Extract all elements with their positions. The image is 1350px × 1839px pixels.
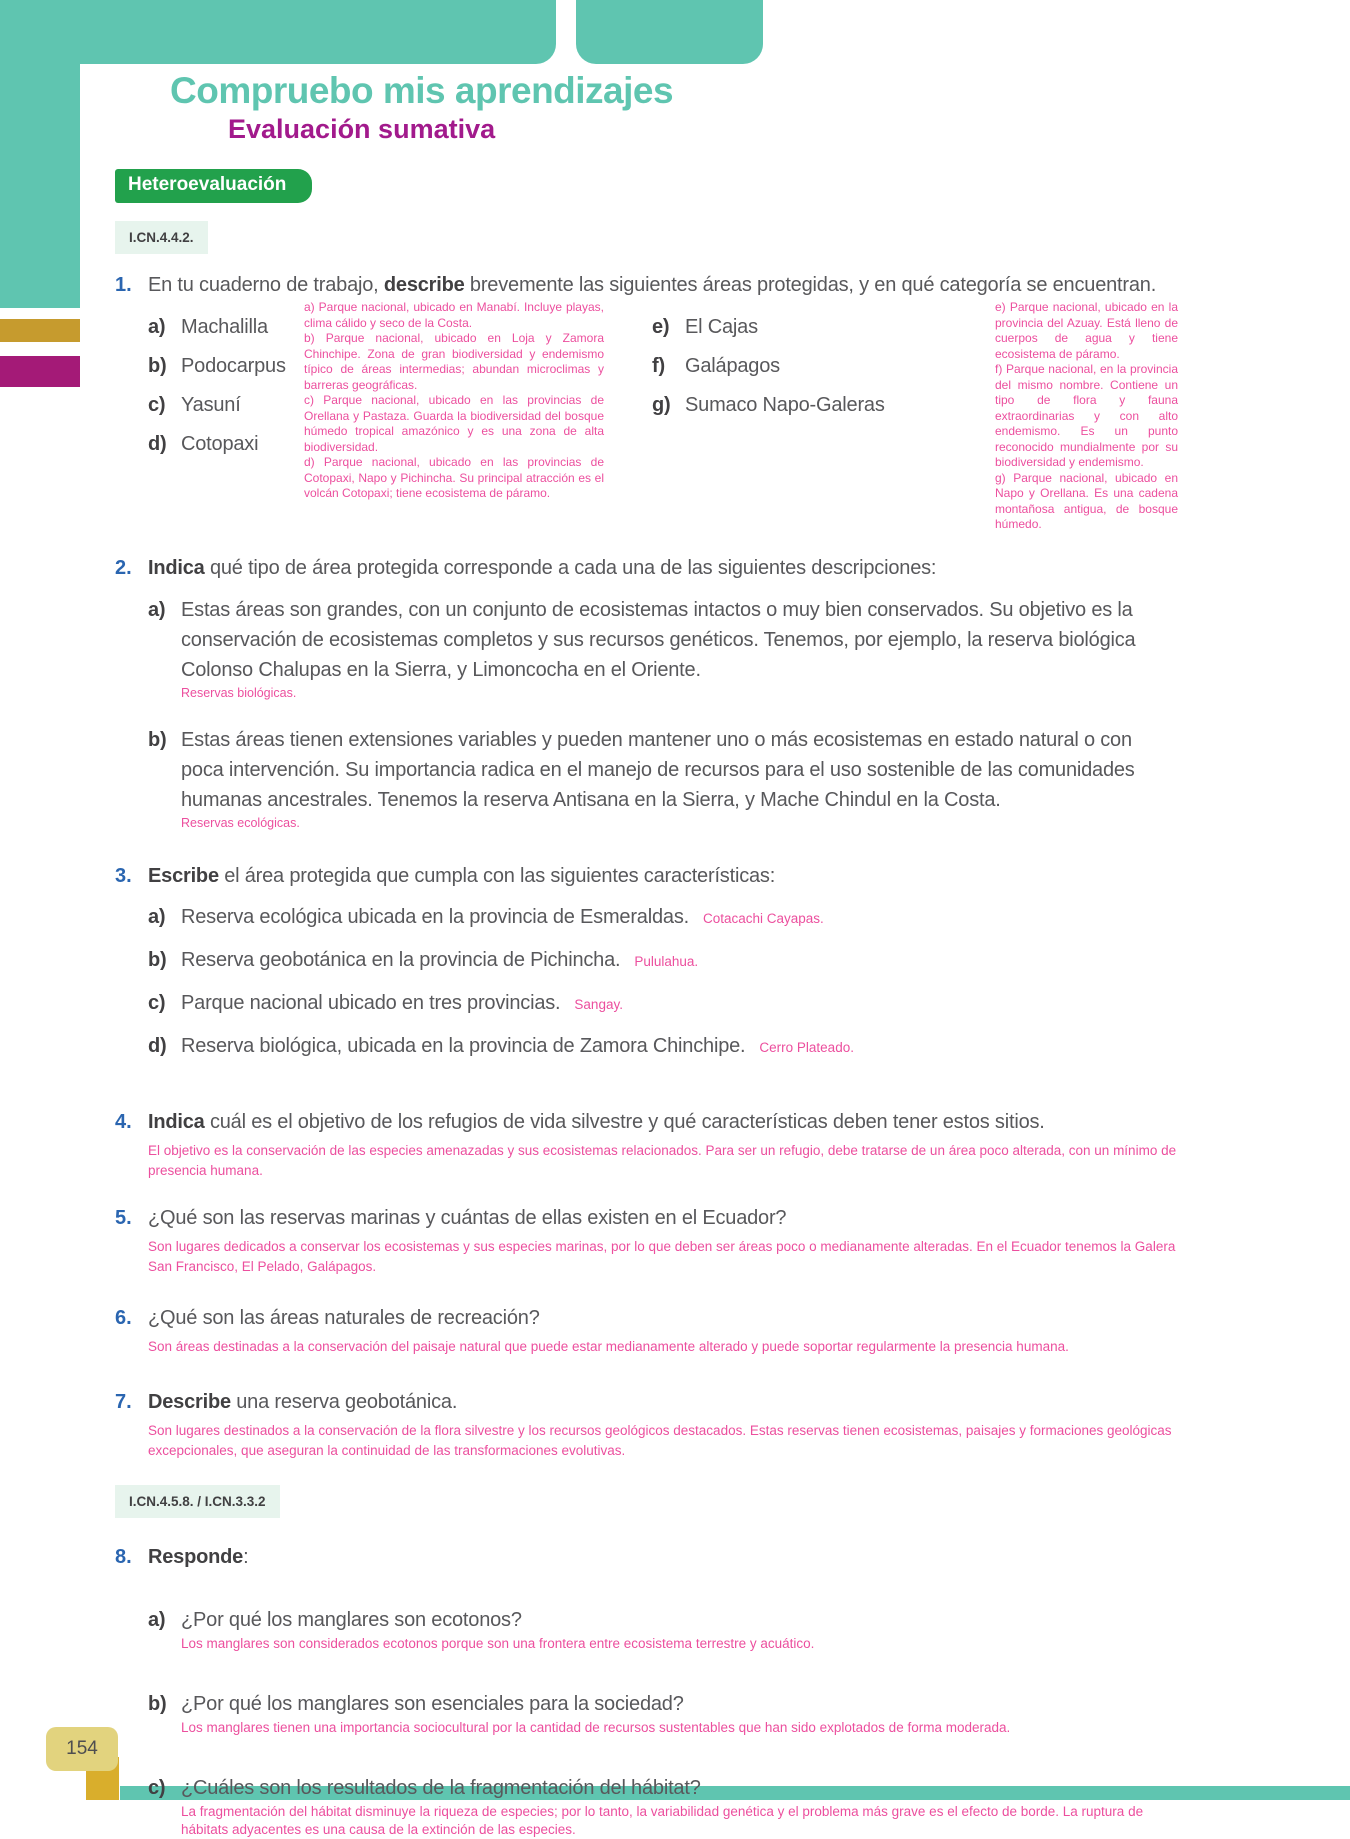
handwritten-answer: Sangay.: [574, 996, 623, 1012]
item-text: ¿Por qué los manglares son ecotonos?: [181, 1608, 522, 1631]
handwritten-answer: Los manglares son considerados ecotonos porque son una frontera entre ecosistema terrestre y acuático.: [181, 1635, 815, 1651]
question-4-number: 4.: [115, 1110, 132, 1133]
option-c: c) Yasuní: [148, 394, 241, 416]
handwritten-answer: Reservas biológicas.: [181, 685, 297, 700]
handwritten-answer: Pululahua.: [634, 953, 699, 969]
answer-note: d) Parque nacional, ubicado en las provincias de Cotopaxi, Napo y Pichincha. Su principal atracción es el volcán Cotopaxi; tiene ecosistema de páramo.: [304, 455, 604, 500]
option-b: b) Podocarpus: [148, 355, 286, 377]
option-e: e) El Cajas: [652, 316, 758, 338]
question-6-number: 6.: [115, 1306, 132, 1329]
question-3-item-d: d) Reserva biológica, ubicada en la provincia de Zamora Chinchipe. Cerro Plateado.: [148, 1034, 854, 1057]
page-number: 154: [66, 1738, 98, 1759]
handwritten-answer: La fragmentación del hábitat disminuye la riqueza de especies; por lo tanto, la variabilidad genética y el problema más grave es el efecto de borde. La ruptura de hábitats adyacentes es una causa de la extinción de las especies.: [181, 1803, 1144, 1837]
option-a: a) Machalilla: [148, 316, 268, 338]
question-5-number: 5.: [115, 1206, 132, 1229]
item-text: ¿Cuáles son los resultados de la fragmentación del hábitat?: [181, 1776, 701, 1799]
question-4: [115, 1107, 1178, 1181]
question-8-text: Responde:: [148, 1545, 249, 1568]
options-column-right: [652, 312, 982, 429]
answer-note: e) Parque nacional, ubicado en la provincia del Azuay. Está lleno de cuerpos de agua y tiene ecosistema de páramo.: [995, 300, 1178, 361]
item-text: ¿Por qué los manglares son esenciales para la sociedad?: [181, 1692, 684, 1715]
handwritten-answer: Son lugares destinados a la conservación de la flora silvestre y los recursos geológicos destacados. Estas reservas tienen ecosistemas, paisajes y formaciones geológicas excepcionales, que aseguran la continuidad de las transformaciones evolutivas.: [148, 1422, 1172, 1458]
question-6-text: ¿Qué son las áreas naturales de recreación?: [148, 1306, 540, 1329]
answer-note: c) Parque nacional, ubicado en las provincias de Orellana y Pastaza. Guarda la biodiversidad del bosque húmedo tropical amazónico y es una zona de alta biodiversidad.: [304, 393, 604, 454]
handwritten-answer: Reservas ecológicas.: [181, 815, 300, 830]
item-text: Estas áreas tienen extensiones variables y pueden mantener uno o más ecosistemas en estado natural o con poca intervención. Su importancia radica en el manejo de recursos para el uso sostenible de las comunidades humanas ancestrales. Tenemos la reserva Antisana en la Sierra, y Mache Chindul en la Costa.: [181, 728, 1135, 811]
question-6: [115, 1303, 1178, 1357]
handwritten-answer: Son áreas destinadas a la conservación del paisaje natural que puede estar medianamente alterado y puede soportar regularmente la presencia humana.: [148, 1338, 1069, 1354]
question-8-item-a: a) ¿Por qué los manglares son ecotonos? Los manglares son considerados ecotonos porque son una frontera entre ecosistema terrestre y acuático.: [148, 1605, 1178, 1653]
handwritten-answer: Cerro Plateado.: [759, 1039, 854, 1055]
criterion-label-1: I.CN.4.4.2.: [115, 221, 208, 254]
answers-column-middle: [304, 300, 604, 502]
question-3-item-c: c) Parque nacional ubicado en tres provincias. Sangay.: [148, 991, 623, 1014]
question-8-item-b: b) ¿Por qué los manglares son esenciales para la sociedad? Los manglares tienen una importancia sociocultural por la cantidad de recursos sustentables que han sido explotados de forma moderada.: [148, 1689, 1178, 1737]
page-subtitle: Evaluación sumativa: [228, 114, 496, 144]
question-2: [115, 553, 1178, 831]
question-1-text: En tu cuaderno de trabajo, describe brevemente las siguientes áreas protegidas, y en qué categoría se encuentran.: [148, 274, 1157, 296]
question-7-number: 7.: [115, 1390, 132, 1413]
question-3-number: 3.: [115, 864, 132, 887]
handwritten-answer: Son lugares dedicados a conservar los ecosistemas y sus especies marinas, por lo que deben ser áreas poco o medianamente alteradas. En el Ecuador tenemos la Galera San Francisco, El Pelado, Galápagos.: [148, 1238, 1176, 1274]
question-4-text: Indica cuál es el objetivo de los refugios de vida silvestre y qué características deben tener estos sitios.: [148, 1110, 1045, 1133]
question-3-item-a: a) Reserva ecológica ubicada en la provincia de Esmeraldas. Cotacachi Cayapas.: [148, 905, 824, 928]
answer-note: g) Parque nacional, ubicado en Napo y Orellana. Es una cadena montañosa antigua, de bosque húmedo.: [995, 470, 1178, 531]
item-text: Reserva geobotánica en la provincia de Pichincha.: [181, 948, 621, 971]
question-1: [115, 270, 1178, 533]
question-3: [115, 861, 1178, 1063]
heteroevaluacion-badge: Heteroevaluación: [115, 169, 312, 203]
answer-note: f) Parque nacional, en la provincia del mismo nombre. Contiene un tipo de flora y fauna extraordinarias y con alto endemismo. Es un punto reconocido mundialmente por su biodiversidad y endemismo.: [995, 362, 1178, 469]
handwritten-answer: El objetivo es la conservación de las especies amenazadas y sus ecosistemas relacionados. Para ser un refugio, debe tratarse de un área poco alterada, con un mínimo de presencia humana.: [148, 1142, 1177, 1178]
question-5: [115, 1203, 1178, 1277]
question-1-options: [148, 300, 1178, 533]
question-2-number: 2.: [115, 556, 132, 579]
answer-note: b) Parque nacional, ubicado en Loja y Zamora Chinchipe. Zona de gran biodiversidad y endemismo típico de áreas intermedias; abundan microclimas y barreras geográficas.: [304, 331, 604, 392]
item-text: Reserva ecológica ubicada en la provincia de Esmeraldas.: [181, 905, 689, 928]
question-8: [115, 1542, 1178, 1839]
question-7: [115, 1387, 1178, 1461]
answers-column-right: [995, 300, 1178, 533]
question-1-number: 1.: [115, 274, 132, 296]
criterion-label-2: I.CN.4.5.8. / I.CN.3.3.2: [115, 1485, 280, 1518]
question-2-text: Indica qué tipo de área protegida corresponde a cada una de las siguientes descripciones:: [148, 556, 937, 579]
question-2-item-b: b) Estas áreas tienen extensiones variables y pueden mantener uno o más ecosistemas en estado natural o con poca intervención. Su importancia radica en el manejo de recursos para el uso sostenible de las comunidades humanas ancestrales. Tenemos la reserva Antisana en la Sierra, y Mache Chindul en la Costa. Reservas ecológicas.: [148, 725, 1178, 831]
item-text: Reserva biológica, ubicada en la provincia de Zamora Chinchipe.: [181, 1034, 746, 1057]
question-5-text: ¿Qué son las reservas marinas y cuántas de ellas existen en el Ecuador?: [148, 1206, 787, 1229]
option-d: d) Cotopaxi: [148, 433, 259, 455]
answer-note: a) Parque nacional, ubicado en Manabí. Incluye playas, clima cálido y seco de la Costa.: [304, 300, 604, 330]
question-8-number: 8.: [115, 1545, 132, 1568]
handwritten-answer: Los manglares tienen una importancia sociocultural por la cantidad de recursos sustentables que han sido explotados de forma moderada.: [181, 1719, 1011, 1735]
question-8-item-c: c) ¿Cuáles son los resultados de la fragmentación del hábitat? La fragmentación del hábitat disminuye la riqueza de especies; por lo tanto, la variabilidad genética y el problema más grave es el efecto de borde. La ruptura de hábitats adyacentes es una causa de la extinción de las especies.: [148, 1773, 1178, 1839]
option-f: f) Galápagos: [652, 355, 780, 377]
page-title: Compruebo mis aprendizajes: [170, 70, 674, 111]
item-text: Parque nacional ubicado en tres provincias.: [181, 991, 561, 1014]
question-3-text: Escribe el área protegida que cumpla con las siguientes características:: [148, 864, 776, 887]
options-column-left: [148, 312, 298, 468]
handwritten-answer: Cotacachi Cayapas.: [702, 910, 824, 926]
question-7-text: Describe una reserva geobotánica.: [148, 1390, 458, 1413]
question-3-item-b: b) Reserva geobotánica en la provincia de Pichincha. Pululahua.: [148, 948, 699, 971]
item-text: Estas áreas son grandes, con un conjunto de ecosistemas intactos o muy bien conservados. Su objetivo es la conservación de ecosistemas completos y sus recursos genéticos. Tenemos, por ejemplo, la reserva biológica Colonso Chalupas en la Sierra, y Limoncocha en el Oriente.: [181, 598, 1136, 681]
question-2-item-a: a) Estas áreas son grandes, con un conjunto de ecosistemas intactos o muy bien conservados. Su objetivo es la conservación de ecosistemas completos y sus recursos genéticos. Tenemos, por ejemplo, la reserva biológica Colonso Chalupas en la Sierra, y Limoncocha en el Oriente. Reservas biológicas.: [148, 595, 1178, 701]
option-g: g) Sumaco Napo-Galeras: [652, 394, 885, 416]
